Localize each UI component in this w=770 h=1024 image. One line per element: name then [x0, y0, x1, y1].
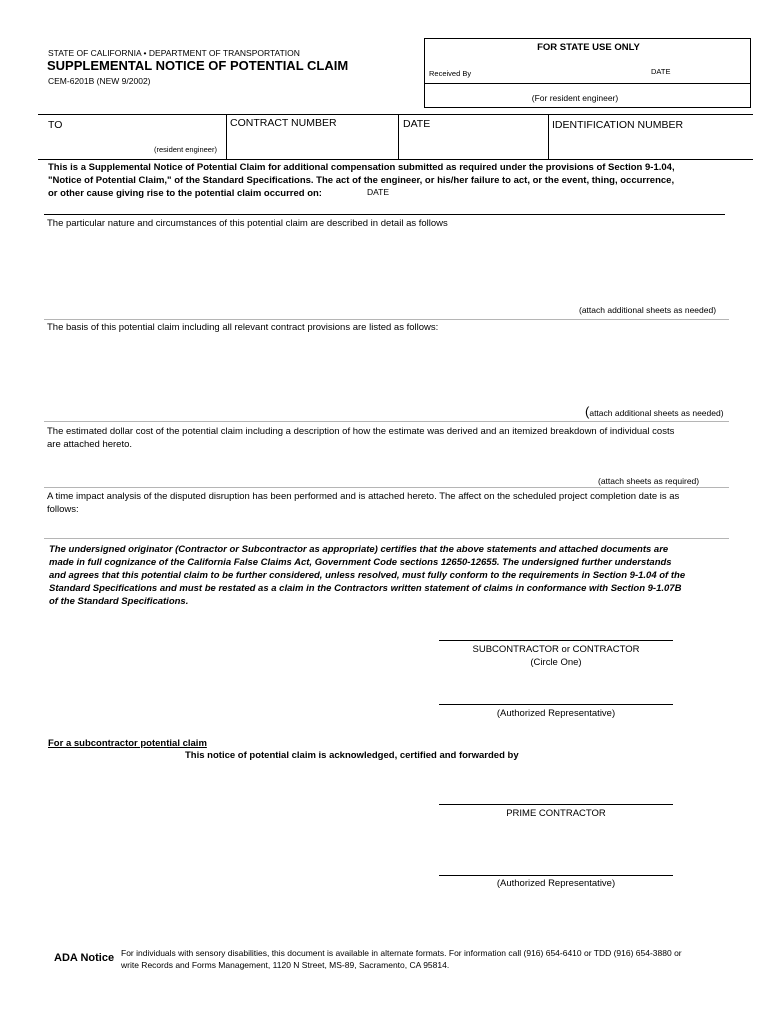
- cost-attach-note: (attach sheets as required): [598, 476, 700, 486]
- prime-contractor-label: PRIME CONTRACTOR: [506, 808, 606, 819]
- sub-or-contractor-signature-field[interactable]: [439, 615, 673, 639]
- agency-name: STATE OF CALIFORNIA • DEPARTMENT OF TRANSPORTATION: [48, 48, 300, 58]
- intro-line-3: or other cause giving rise to the potential claim occurred on:: [48, 188, 322, 199]
- intro-rule: [44, 214, 725, 215]
- occurrence-date-label: DATE: [367, 187, 390, 197]
- certification-line-3: and agrees that this potential claim to be further considered, unless resolved, must fully conform to the requirements in Section 9-1.04 of the: [49, 570, 686, 581]
- nature-prompt: The particular nature and circumstances of this potential claim are described in detail as follows: [47, 218, 448, 229]
- state-box-divider: [425, 83, 750, 84]
- cost-line-2: are attached hereto.: [47, 439, 133, 450]
- intro-line-1: This is a Supplemental Notice of Potential Claim for additional compensation submitted as required under the provisions of Section 9-1.04,: [48, 162, 675, 173]
- authorized-rep-2-signature-line: [439, 875, 673, 876]
- to-input[interactable]: [62, 116, 222, 144]
- sub-or-contractor-signature-line: [439, 640, 673, 641]
- ada-notice-text: [121, 947, 741, 971]
- date-input[interactable]: [400, 130, 546, 158]
- resident-engineer-label: (resident engineer): [154, 145, 217, 154]
- state-use-heading: FOR STATE USE ONLY: [537, 42, 640, 53]
- certification-line-5: of the Standard Specifications.: [49, 596, 189, 607]
- identification-number-label: IDENTIFICATION NUMBER: [552, 119, 684, 131]
- authorized-rep-1-signature-field[interactable]: [439, 679, 673, 703]
- fields-divider-1: [226, 114, 227, 160]
- ada-line-1: For individuals with sensory disabilities, this document is available in alternate formats. For information call (916) 654-6410 or TDD (916) 654-3880 or: [121, 948, 682, 958]
- basis-rule: [44, 421, 729, 422]
- state-use-box: [424, 38, 751, 108]
- nature-rule: [44, 319, 729, 320]
- to-label: TO: [48, 119, 63, 131]
- certification-line-4: Standard Specifications and must be restated as a claim in the Contractors written statement of claims in conformance with Section 9-1.07B: [49, 583, 682, 594]
- fields-divider-2: [398, 114, 399, 160]
- time-impact-text-area[interactable]: [46, 518, 726, 536]
- date-field-label: DATE: [403, 118, 431, 130]
- circle-one-label: (Circle One): [530, 657, 582, 668]
- prime-contractor-signature-field[interactable]: [439, 779, 673, 803]
- intro-line-2: "Notice of Potential Claim," of the Standard Specifications. The act of the engineer, or his/her failure to act, or the event, thing, occurrence,: [48, 175, 675, 186]
- state-date-label: DATE: [651, 67, 671, 76]
- basis-prompt: The basis of this potential claim including all relevant contract provisions are listed as follows:: [47, 322, 439, 333]
- certification-line-1: The undersigned originator (Contractor or Subcontractor as appropriate) certifies that the above statements and attached documents are: [49, 544, 669, 555]
- prime-contractor-signature-line: [439, 804, 673, 805]
- form-number: CEM-6201B (NEW 9/2002): [48, 76, 151, 86]
- contract-number-input[interactable]: [228, 130, 396, 158]
- resident-engineer-note: (For resident engineer): [531, 93, 619, 103]
- ada-notice-label: ADA Notice: [54, 952, 115, 964]
- fields-top-rule: [38, 114, 753, 115]
- certification-paragraph: [49, 543, 739, 608]
- time-line-1: A time impact analysis of the disputed disruption has been performed and is attached hereto. The affect on the scheduled project completion date is as: [47, 491, 680, 502]
- fields-bottom-rule: [38, 159, 753, 160]
- identification-number-input[interactable]: [550, 130, 750, 158]
- certification-line-2: made in full cognizance of the California False Claims Act, Government Code sections 12650-12655. The undersigned further understands: [49, 557, 672, 568]
- sub-or-contractor-label: SUBCONTRACTOR or CONTRACTOR: [472, 644, 640, 655]
- received-by-label: Received By: [429, 69, 472, 78]
- time-impact-prompt: [47, 490, 737, 516]
- basis-text-area[interactable]: [46, 338, 726, 402]
- nature-text-area[interactable]: [46, 234, 726, 302]
- authorized-rep-1-label: (Authorized Representative): [496, 708, 616, 719]
- authorized-rep-2-signature-field[interactable]: [439, 850, 673, 874]
- authorized-rep-2-label: (Authorized Representative): [496, 878, 616, 889]
- subcontractor-heading: For a subcontractor potential claim: [48, 738, 207, 749]
- cost-line-1: The estimated dollar cost of the potential claim including a description of how the estimate was derived and an itemized breakdown of individual costs: [47, 426, 675, 437]
- occurrence-date-input[interactable]: [400, 186, 720, 210]
- ada-line-2: write Records and Forms Management, 1120 N Street, MS-89, Sacramento, CA 95814.: [121, 960, 450, 970]
- acknowledged-statement: This notice of potential claim is acknowledged, certified and forwarded by: [185, 750, 519, 761]
- cost-rule: [44, 487, 729, 488]
- fields-divider-3: [548, 114, 549, 160]
- time-impact-rule: [44, 538, 729, 539]
- cost-prompt: [47, 425, 737, 451]
- basis-attach-note: (attach additional sheets as needed): [585, 404, 724, 419]
- time-line-2: follows:: [47, 504, 79, 515]
- contract-number-label: CONTRACT NUMBER: [230, 117, 337, 129]
- nature-attach-note: (attach additional sheets as needed): [579, 305, 717, 315]
- form-title: SUPPLEMENTAL NOTICE OF POTENTIAL CLAIM: [47, 58, 349, 73]
- authorized-rep-1-signature-line: [439, 704, 673, 705]
- cost-text-area[interactable]: [46, 452, 726, 472]
